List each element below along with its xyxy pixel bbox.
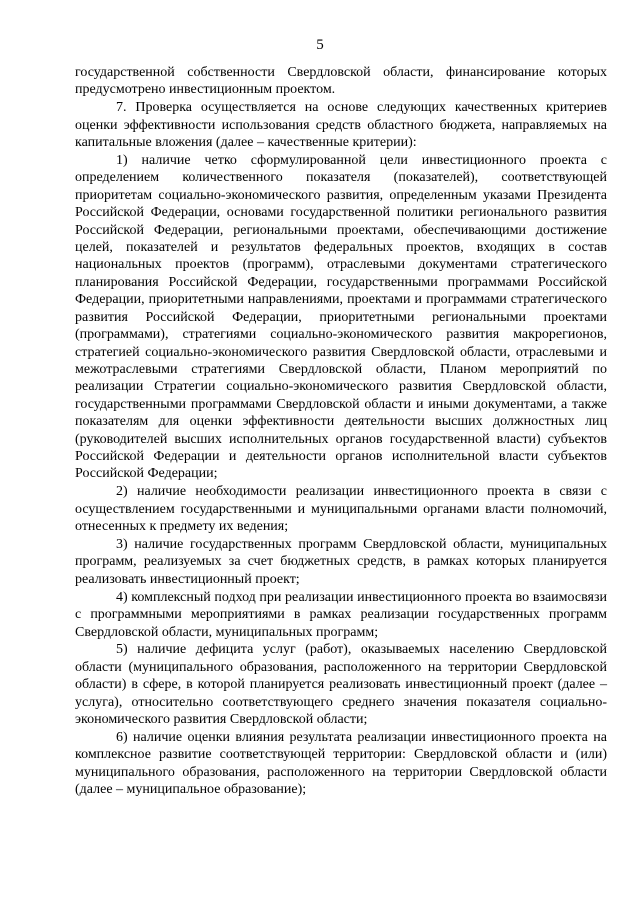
- page-body: [75, 64, 607, 799]
- paragraph-continuation: государственной собственности Свердловской области, финансирование которых предусмотрено инвестиционным проектом.: [75, 65, 607, 98]
- paragraph-criterion-2: 2) наличие необходимости реализации инвестиционного проекта в связи с осуществлением государственными и муниципальными органами власти полномочий, отнесенных к предмету их ведения;: [75, 484, 607, 535]
- page-number: 5: [316, 37, 324, 53]
- paragraph-clause-7: 7. Проверка осуществляется на основе следующих качественных критериев оценки эффективности использования средств областного бюджета, направляемых на капитальные вложения (далее – качественные критерии):: [75, 100, 607, 151]
- paragraph-criterion-1: 1) наличие четко сформулированной цели инвестиционного проекта с определением количественного показателя (показателей), соответствующей приоритетам социально-экономического развития, определенным указами Президента Российской Федерации, основами государственной политики регионального развития Российской Федерации, региональными проектами, обеспечивающими достижение целей, показателей и результатов федеральных проектов, входящих в состав национальных проектов (программ), отраслевыми документами стратегического планирования Российской Федерации, государственными программами Российской Федерации, приоритетными направлениями, проектами и программами стратегического развития Российской Федерации, приоритетными региональными проектами (программами), стратегиями социально-экономического развития макрорегионов, стратегией социально-экономического развития Свердловской области, отраслевыми и межотраслевыми стратегиями Свердловской области, Планом мероприятий по реализации Стратегии социально-экономического развития Свердловской области, государственными программами Свердловской области и иными документами, а также показателям для оценки эффективности деятельности высших должностных лиц (руководителей высших исполнительных органов государственной власти) субъектов Российской Федерации и деятельности органов исполнительной власти субъектов Российской Федерации;: [75, 153, 607, 482]
- paragraph-criterion-4: 4) комплексный подход при реализации инвестиционного проекта во взаимосвязи с программными мероприятиями в рамках реализации государственных программ Свердловской области, муниципальных программ;: [75, 589, 607, 640]
- paragraph-criterion-6: 6) наличие оценки влияния результата реализации инвестиционного проекта на комплексное развитие соответствующей территории: Свердловской области и (или) муниципального образования, расположенного на территории Свердловской области (далее – муниципальное образование);: [75, 729, 607, 798]
- paragraph-criterion-5: 5) наличие дефицита услуг (работ), оказываемых населению Свердловской области (муниципального образования, расположенного на территории Свердловской области) в сфере, в которой планируется реализовать инвестиционный проект (далее – услуга), относительно соответствующего среднего значения показателя социально-экономического развития Свердловской области;: [75, 642, 607, 728]
- paragraph-criterion-3: 3) наличие государственных программ Свердловской области, муниципальных программ, реализуемых за счет бюджетных средств, в рамках которых планируется реализовать инвестиционный проект;: [75, 536, 607, 587]
